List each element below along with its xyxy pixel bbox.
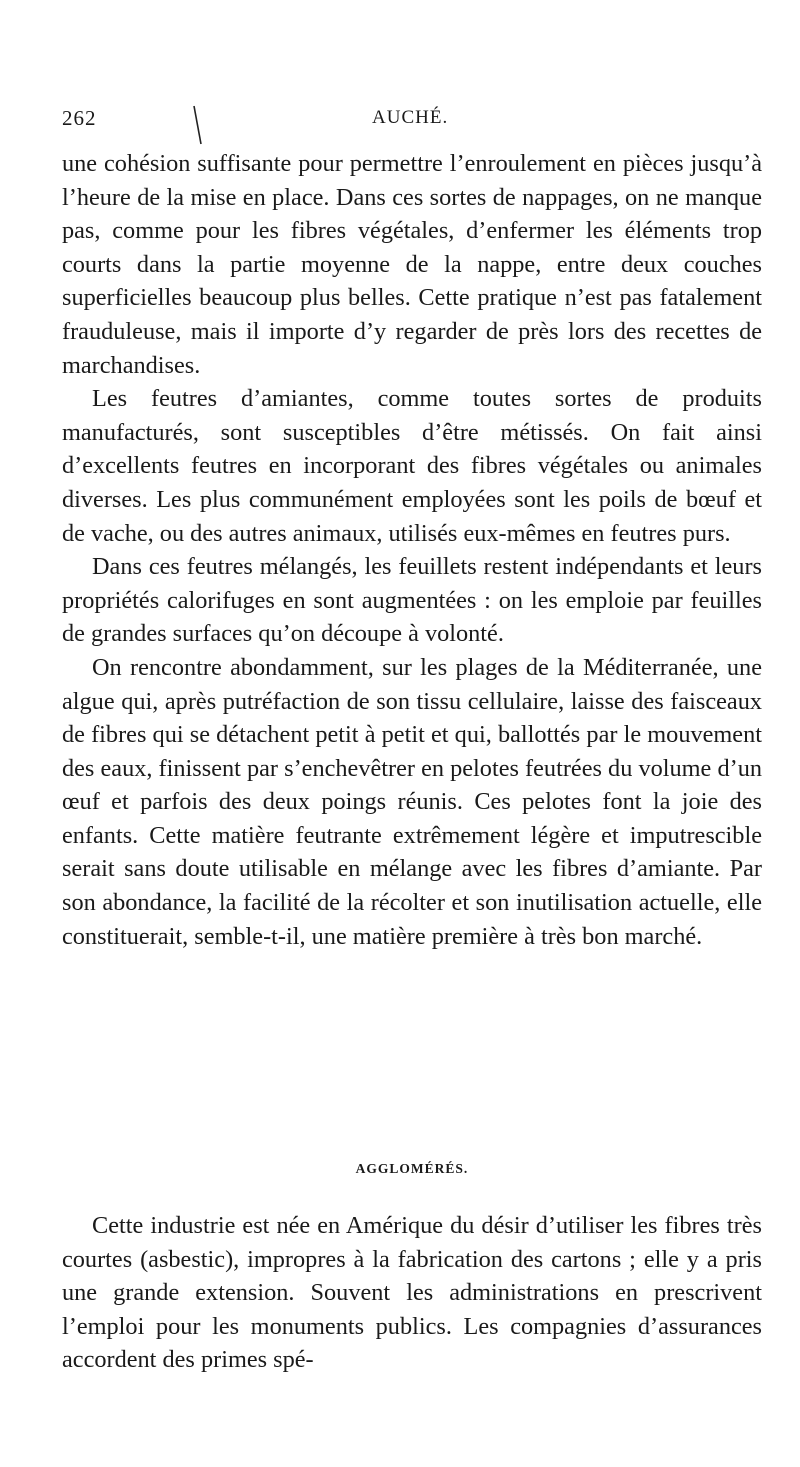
paragraph: Les feutres d’amiantes, comme toutes sortes de produits manufacturés, sont susceptibles d’être métissés. On fait ainsi d’excellents feutres en incorporant des fibres végétales ou animales diverses. Les plus communément employées sont les poils de bœuf et de vache, ou des autres animaux, utilisés eux-mêmes en feutres purs. — [62, 385, 762, 547]
book-page — [62, 0, 762, 1467]
paragraph: Cette industrie est née en Amérique du désir d’utiliser les fibres très courtes (asbestic), impropres à la fabrication des cartons ; elle y a pris une grande extension. Souvent les administrations en prescrivent l’emploi pour les monuments publics. Les compagnies d’assurances accordent des primes spé- — [62, 1212, 762, 1374]
running-header — [62, 106, 762, 136]
section-heading: AGGLOMÉRÉS. — [355, 1161, 469, 1176]
section-text — [62, 1209, 762, 1377]
main-text — [62, 147, 762, 953]
paragraph: Dans ces feutres mélangés, les feuillets restent indépendants et leurs propriétés calorifuges en sont augmentées : on les emploie par feuilles de grandes surfaces qu’on découpe à volonté. — [62, 553, 762, 648]
running-title: AUCHÉ. — [372, 107, 449, 128]
paragraph-continued: une cohésion suffisante pour permettre l’enroulement en pièces jusqu’à l’heure de la mise en place. Dans ces sortes de nappages, on ne manque pas, comme pour les fibres végétales, d’enfermer les éléments trop courts dans la partie moyenne de la nappe, entre deux couches superficielles beaucoup plus belles. Cette pratique n’est pas fatalement frauduleuse, mais il importe d’y regarder de près lors des recettes de marchandises. — [62, 150, 762, 379]
page-number: 262 — [62, 106, 97, 130]
paragraph: On rencontre abondamment, sur les plages de la Méditerranée, une algue qui, après putréfaction de son tissu cellulaire, laisse des faisceaux de fibres qui se détachent petit à petit et qui, ballottés par le mouvement des eaux, finissent par s’enchevêtrer en pelotes feutrées du volume d’un œuf et parfois des deux poings réunis. Ces pelotes font la joie des enfants. Cette matière feutrante extrêmement légère et imputrescible serait sans doute utilisable en mélange avec les fibres d’amiante. Par son abondance, la facilité de la récolter et son inutilisation actuelle, elle constituerait, semble-t-il, une matière première à très bon marché. — [62, 653, 762, 950]
